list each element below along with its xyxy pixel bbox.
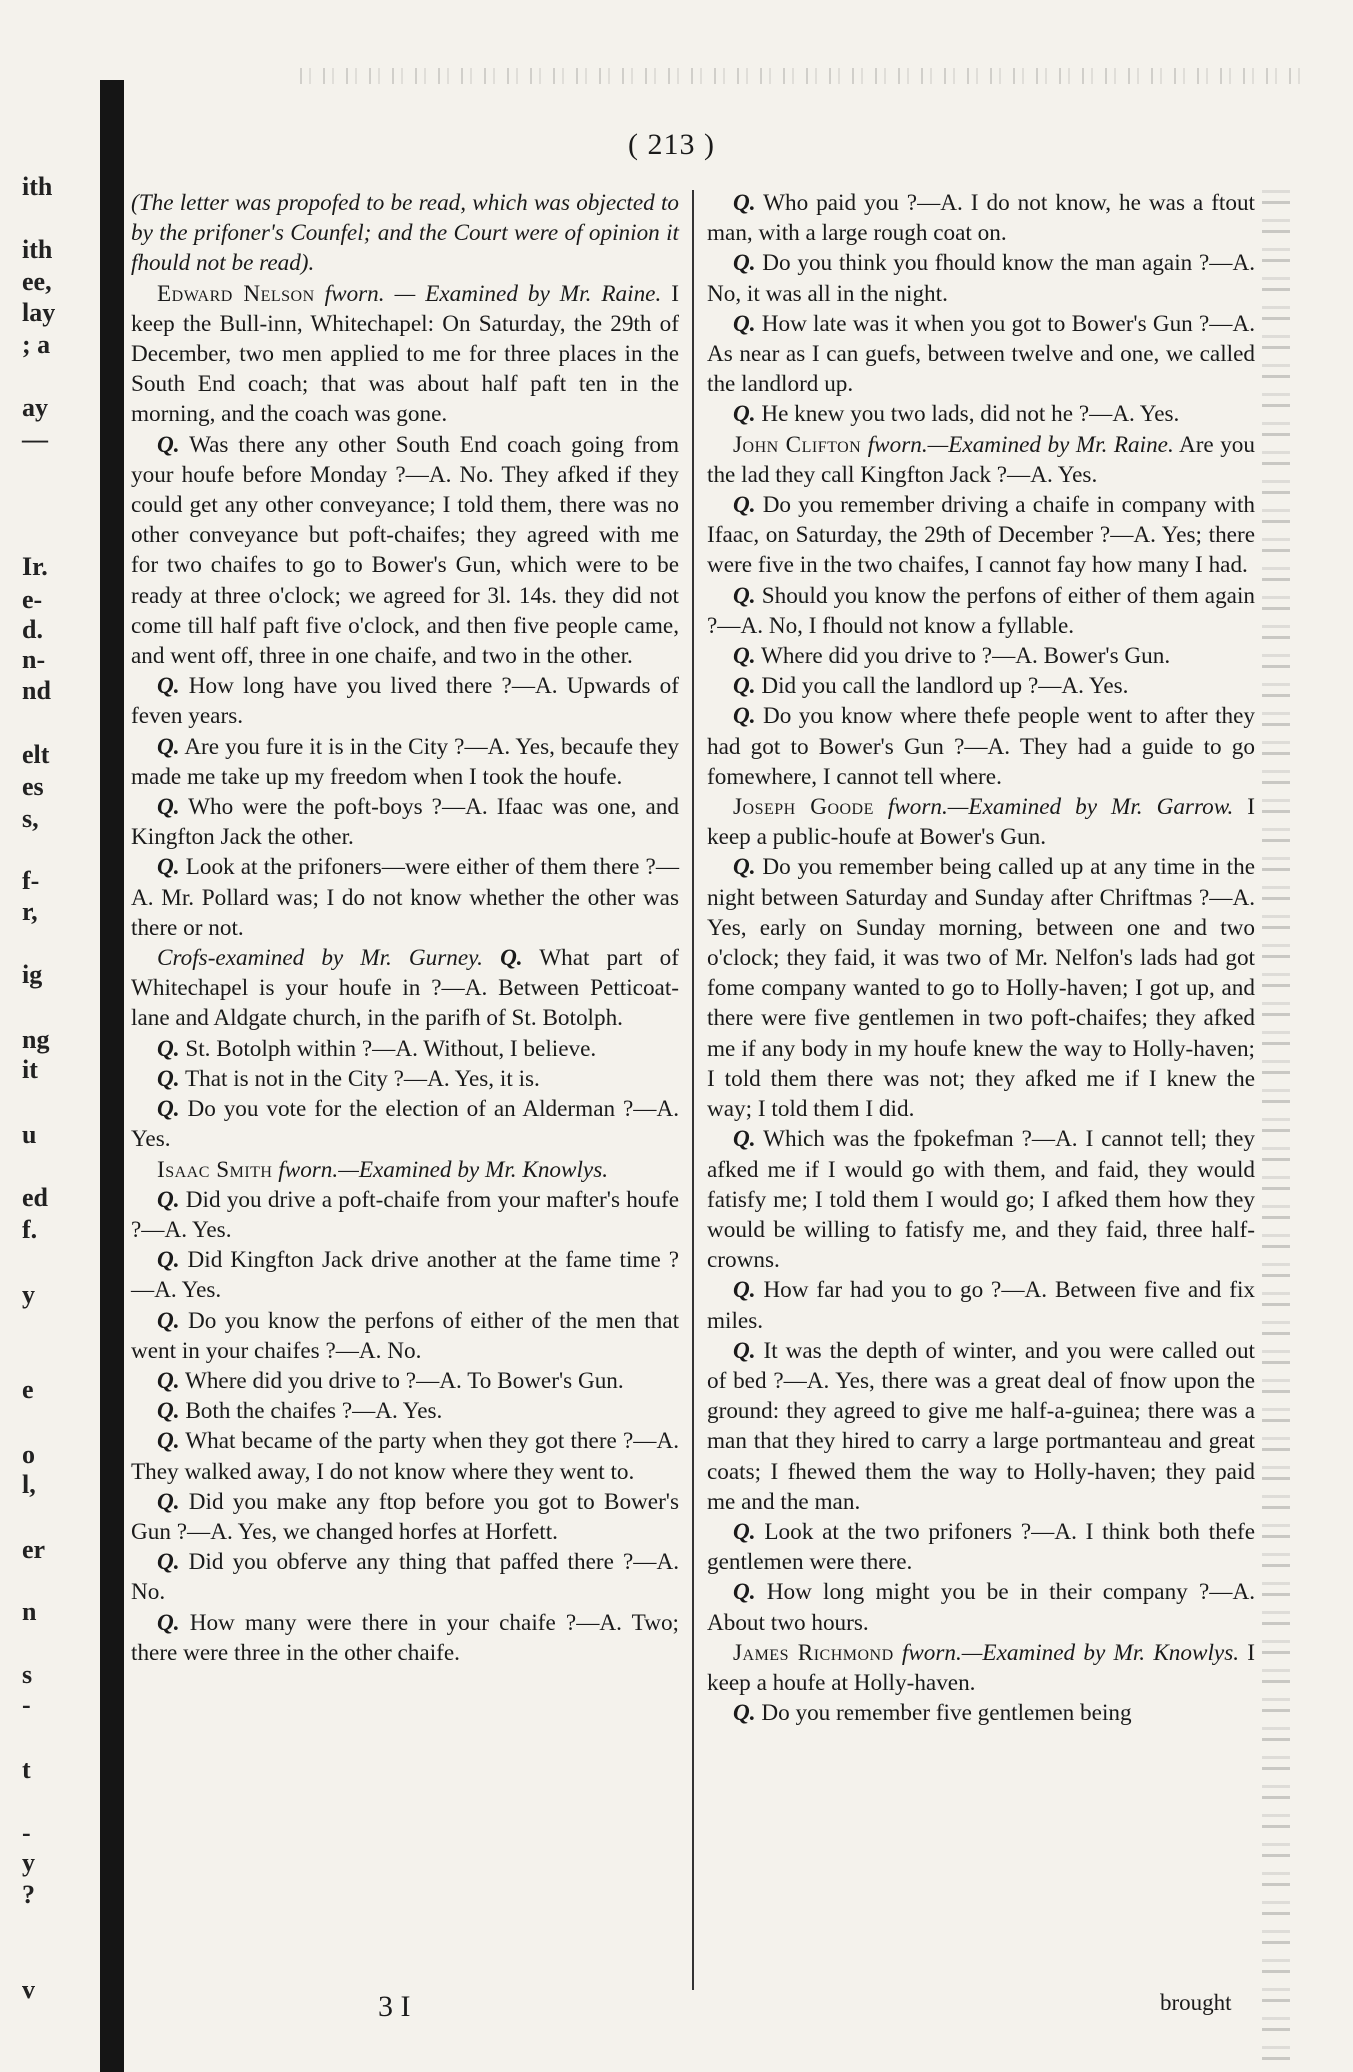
question-mark-glyph: Q. <box>157 1398 180 1425</box>
margin-fragment: lay <box>22 298 56 327</box>
question-mark-glyph: Q. <box>157 673 180 700</box>
binding-gutter <box>100 80 124 2072</box>
right-edge-bleed <box>1262 180 1290 2060</box>
margin-fragment: l, <box>22 1470 36 1499</box>
qa-entry <box>131 1426 679 1486</box>
question-mark-glyph: Q. <box>733 1700 756 1727</box>
question-mark-glyph: Q. <box>157 1186 180 1213</box>
margin-fragment: ee, <box>22 267 52 296</box>
qa-text: He knew you two lads, did not he ?—A. Yes. <box>761 401 1180 428</box>
question-mark-glyph: Q. <box>157 1549 180 1576</box>
margin-fragment: ; a <box>22 330 51 359</box>
qa-entry <box>707 490 1255 581</box>
question-mark-glyph: Q. <box>157 1367 180 1394</box>
qa-entry <box>131 1547 679 1607</box>
qa-entry <box>131 430 679 672</box>
margin-fragment: f- <box>22 866 40 895</box>
question-mark-glyph: Q. <box>733 1579 756 1606</box>
editorial-note <box>131 188 679 279</box>
question-mark-glyph: Q. <box>733 1337 756 1364</box>
qa-entry <box>707 581 1255 641</box>
qa-text: Do you remember being called up at any time in the night between Saturday and Sunday after Chriftmas ?—A. Yes, early on Sunday morning, between one and two o'clock; they faid, it was two of Mr. Nelfon's lads had got fome company wanted to go to Holly-haven; I got up, and there were five gentlemen in two poft-chaifes; they afked me if any body in my houfe knew the way to Holly-haven; I told them there was not; they afked me if I knew the way; I told them I did. <box>707 854 1256 1123</box>
qa-text: How late was it when you got to Bower's Gun ?—A. As near as I can guefs, between twelve and one, we called the landlord up. <box>707 310 1255 398</box>
qa-entry <box>707 248 1255 308</box>
qa-entry <box>131 1034 679 1064</box>
witness-entry <box>131 1155 679 1185</box>
witness-name: John Clifton <box>733 431 862 458</box>
question-mark-glyph: Q. <box>157 1065 180 1092</box>
qa-entry <box>131 1064 679 1094</box>
qa-text: Who paid you ?—A. I do not know, he was a ftout man, with a large rough coat on. <box>707 190 1255 247</box>
margin-fragment: r, <box>22 897 38 926</box>
qa-entry <box>707 1275 1255 1335</box>
qa-text: Did you drive a poft-chaife from your mafter's houfe ?—A. Yes. <box>131 1186 680 1243</box>
qa-entry <box>131 1396 679 1426</box>
margin-fragment: e <box>22 1375 34 1404</box>
margin-fragment: ith <box>22 235 53 264</box>
margin-fragment: - <box>22 1690 31 1719</box>
margin-fragment: f. <box>22 1215 38 1244</box>
margin-fragment: s <box>22 1660 33 1689</box>
qa-entry <box>707 701 1255 792</box>
qa-entry <box>131 1094 679 1154</box>
witness-oath: fworn. — Examined by Mr. Raine. <box>324 280 662 307</box>
margin-fragment: elt <box>22 740 50 769</box>
witness-oath: fworn.—Examined by Mr. Knowlys. <box>278 1156 609 1183</box>
qa-entry <box>131 671 679 731</box>
witness-testimony: I keep a public-houfe at Bower's Gun. <box>707 794 1255 851</box>
qa-text: Which was the fpokefman ?—A. I cannot tell; they afked me if I would go with them, and faid, they would fatisfy me; I told them I would go; I afked them how they would be willing to fatisfy me, and they faid, three half-crowns. <box>707 1126 1255 1274</box>
cross-examination <box>131 943 679 1034</box>
question-mark-glyph: Q. <box>157 1488 180 1515</box>
note-text: (The letter was propofed to be read, which was objected to by the prifoner's Counfel; and the Court were of opinion it fhould not be read). <box>131 190 679 277</box>
catchword: brought <box>1160 1990 1232 2015</box>
qa-entry <box>707 1517 1255 1577</box>
qa-entry <box>131 852 679 943</box>
qa-entry <box>707 1336 1255 1517</box>
witness-entry <box>707 792 1255 852</box>
margin-fragment: it <box>22 1055 38 1084</box>
signature-mark: 3 I <box>378 1990 411 2023</box>
qa-text: Do you know the perfons of either of the men that went in your chaifes ?—A. No. <box>131 1307 680 1364</box>
page-number: ( 213 ) <box>628 128 715 161</box>
witness-oath: fworn.—Examined by Mr. Garrow. <box>887 794 1234 821</box>
qa-text: Did you call the landlord up ?—A. Yes. <box>761 673 1129 700</box>
witness-testimony: I keep a houfe at Holly-haven. <box>707 1639 1255 1696</box>
question-mark-glyph: Q. <box>157 1247 180 1274</box>
witness-name: James Richmond <box>733 1639 894 1666</box>
qa-text: Should you know the perfons of either of them again ?—A. No, I fhould not know a fyllable. <box>707 582 1255 639</box>
qa-text: Did you obferve any thing that paffed there ?—A. No. <box>131 1549 680 1606</box>
qa-text: Who were the poft-boys ?—A. Ifaac was one, and Kingfton Jack the other. <box>131 794 679 851</box>
witness-entry <box>707 1638 1255 1698</box>
column-rule <box>692 190 694 1990</box>
qa-entry <box>707 671 1255 701</box>
witness-testimony: I keep the Bull-inn, Whitechapel: On Saturday, the 29th of December, two men applied to me for three places in the South End coach; that was about half paft ten in the morning, and the coach was gone. <box>131 280 680 428</box>
witness-testimony: Are you the lad they call Kingfton Jack ?—A. Yes. <box>707 431 1255 488</box>
question-mark-glyph: Q. <box>733 703 756 730</box>
qa-text: How long might you be in their company ?—A. About two hours. <box>707 1579 1255 1636</box>
margin-fragment: er <box>22 1535 46 1564</box>
witness-name: Joseph Goode <box>733 794 874 821</box>
qa-entry <box>131 1366 679 1396</box>
qa-text: How far had you to go ?—A. Between five and fix miles. <box>707 1277 1256 1334</box>
witness-entry <box>131 279 679 430</box>
question-mark-glyph: Q. <box>157 431 180 458</box>
right-column <box>707 188 1255 1728</box>
margin-fragment: ed <box>22 1183 48 1212</box>
qa-text: Did Kingfton Jack drive another at the fame time ?—A. Yes. <box>131 1247 679 1304</box>
margin-fragment: y <box>22 1848 35 1877</box>
question-mark-glyph: Q. <box>733 854 756 881</box>
witness-oath: fworn.—Examined by Mr. Raine. <box>867 431 1174 458</box>
qa-text: Was there any other South End coach going from your houfe before Monday ?—A. No. They afked if they could get any other conveyance; I told them, there was no other conveyance but poft-chaifes; they agreed with me for two chaifes to go to Bower's Gun, which were to be ready at three o'clock; we agreed for 3l. 14s. they did not come till half paft five o'clock, and then five people came, and went off, three in one chaife, and two in the other. <box>131 431 679 670</box>
question-mark-glyph: Q. <box>733 1277 756 1304</box>
margin-fragment: ith <box>22 172 53 201</box>
question-mark-glyph: Q. <box>733 582 756 609</box>
question-mark-glyph: Q. <box>157 733 180 760</box>
qa-text: That is not in the City ?—A. Yes, it is. <box>184 1065 540 1092</box>
cross-lead: Crofs-examined by Mr. Gurney. <box>157 945 483 972</box>
question-mark-glyph: Q. <box>733 1518 756 1545</box>
qa-entry <box>131 1245 679 1305</box>
margin-fragment: ig <box>22 960 43 989</box>
qa-text: Do you vote for the election of an Alderman ?—A. Yes. <box>131 1096 679 1153</box>
question-mark-glyph: Q. <box>157 1428 180 1455</box>
qa-text: Do you remember driving a chaife in company with Ifaac, on Saturday, the 29th of December ?—A. Yes; there were five in the two chaifes, I cannot fay how many I had. <box>707 492 1256 579</box>
witness-oath: fworn.—Examined by Mr. Knowlys. <box>901 1639 1240 1666</box>
qa-text: It was the depth of winter, and you were called out of bed ?—A. Yes, there was a great deal of fnow upon the ground: they agreed to give me half-a-guinea; there was a man that they hired to carry a large portmanteau and great coats; I fhewed them the way to Holly-haven; they paid me and the man. <box>707 1337 1255 1515</box>
qa-text: Do you think you fhould know the man again ?—A. No, it was all in the night. <box>707 250 1255 307</box>
margin-fragment: — <box>22 425 48 454</box>
question-mark-glyph: Q. <box>733 401 756 428</box>
question-mark-glyph: Q. <box>733 310 756 337</box>
question-mark-glyph: Q. <box>157 1035 180 1062</box>
left-column <box>131 188 679 1668</box>
qa-text: What became of the party when they got there ?—A. They walked away, I do not know where they went to. <box>131 1428 679 1485</box>
qa-entry <box>131 792 679 852</box>
qa-text: St. Botolph within ?—A. Without, I believe. <box>185 1035 597 1062</box>
qa-entry <box>707 1698 1255 1728</box>
left-margin-bleed <box>0 0 96 2072</box>
qa-entry <box>131 1608 679 1668</box>
witness-name: Edward Nelson <box>157 280 315 307</box>
margin-fragment: ng <box>22 1025 50 1054</box>
qa-entry <box>707 399 1255 429</box>
qa-text: Do you remember five gentlemen being <box>761 1700 1132 1727</box>
qa-text: What part of Whitechapel is your houfe in ?—A. Between Petticoat-lane and Aldgate church, in the parifh of St. Botolph. <box>131 945 679 1032</box>
qa-entry <box>707 309 1255 400</box>
qa-text: Both the chaifes ?—A. Yes. <box>185 1398 443 1425</box>
question-mark-glyph: Q. <box>157 1096 180 1123</box>
question-mark-glyph: Q. <box>157 1307 180 1334</box>
qa-text: Where did you drive to ?—A. To Bower's Gun. <box>184 1367 624 1394</box>
margin-fragment: Ir. <box>22 552 48 581</box>
qa-entry <box>707 1124 1255 1275</box>
scan-edge-noise <box>300 68 1300 84</box>
question-mark-glyph: Q. <box>500 945 523 972</box>
qa-entry <box>131 1487 679 1547</box>
qa-entry <box>131 732 679 792</box>
qa-entry <box>707 188 1255 248</box>
margin-fragment: s, <box>22 804 39 833</box>
witness-name: Isaac Smith <box>157 1156 273 1183</box>
margin-fragment: ? <box>22 1880 35 1909</box>
question-mark-glyph: Q. <box>733 250 756 277</box>
qa-text: Look at the prifoners—were either of them there ?—A. Mr. Pollard was; I do not know whether the other was there or not. <box>131 854 680 941</box>
witness-entry <box>707 430 1255 490</box>
qa-text: How many were there in your chaife ?—A. Two; there were three in the other chaife. <box>131 1609 680 1666</box>
margin-fragment: nd <box>22 676 51 705</box>
question-mark-glyph: Q. <box>733 1126 756 1153</box>
margin-fragment: t <box>22 1755 31 1784</box>
qa-entry <box>131 1185 679 1245</box>
qa-entry <box>707 641 1255 671</box>
question-mark-glyph: Q. <box>733 190 756 216</box>
question-mark-glyph: Q. <box>733 643 756 670</box>
margin-fragment: - <box>22 1818 31 1847</box>
qa-entry <box>131 1306 679 1366</box>
margin-fragment: u <box>22 1120 37 1149</box>
qa-text: Did you make any ftop before you got to Bower's Gun ?—A. Yes, we changed horfes at Horfett. <box>131 1488 679 1545</box>
question-mark-glyph: Q. <box>733 492 756 519</box>
margin-fragment: d. <box>22 615 43 644</box>
margin-fragment: n <box>22 1597 37 1626</box>
question-mark-glyph: Q. <box>157 854 180 881</box>
margin-fragment: n- <box>22 645 46 674</box>
qa-text: Look at the two prifoners ?—A. I think both thefe gentlemen were there. <box>707 1518 1256 1576</box>
margin-fragment: y <box>22 1280 35 1309</box>
margin-fragment: ay <box>22 393 48 422</box>
margin-fragment: v <box>22 1975 35 2004</box>
question-mark-glyph: Q. <box>733 673 756 700</box>
qa-text: Are you fure it is in the City ?—A. Yes, becaufe they made me take up my freedom when I took the houfe. <box>131 733 679 790</box>
margin-fragment: es <box>22 772 44 801</box>
qa-text: How long have you lived there ?—A. Upwards of feven years. <box>131 673 679 730</box>
margin-fragment: o <box>22 1440 35 1469</box>
qa-text: Do you know where thefe people went to after they had got to Bower's Gun ?—A. They had a guide to go fomewhere, I cannot tell where. <box>707 703 1255 790</box>
margin-fragment: e- <box>22 585 43 614</box>
qa-entry <box>707 852 1255 1124</box>
question-mark-glyph: Q. <box>157 1609 180 1636</box>
qa-entry <box>707 1577 1255 1637</box>
question-mark-glyph: Q. <box>157 794 180 821</box>
qa-text: Where did you drive to ?—A. Bower's Gun. <box>760 643 1171 670</box>
